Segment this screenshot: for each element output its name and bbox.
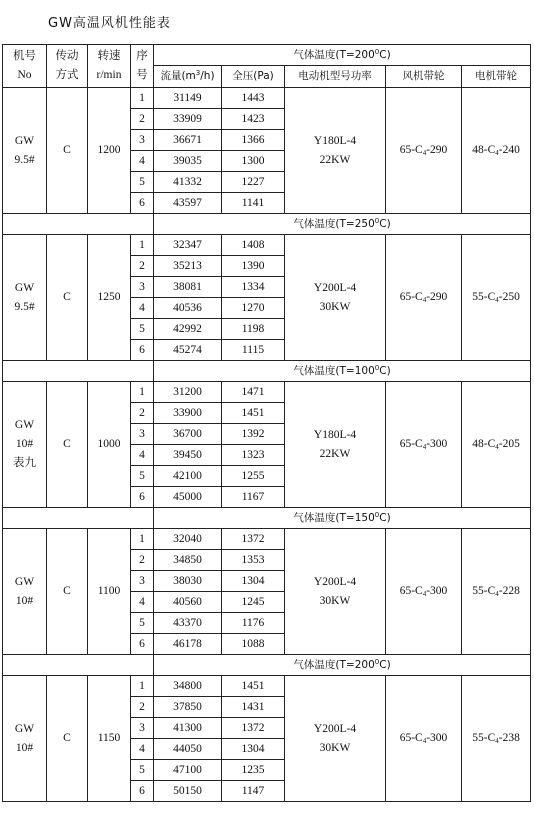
flow-cell: 40560 [154,592,222,613]
seq-cell: 3 [131,571,154,592]
gas-temperature-label: 气体温度$(T=150^0C)$ [154,508,531,529]
drive-cell: C [47,235,88,361]
seq-cell: 1 [131,676,154,697]
motor-pulley-cell: $48-C_4-240$ [462,88,531,214]
flow-cell: 50150 [154,781,222,802]
cell-line: 9.5# [14,300,35,313]
cell-line: 表九 [13,457,36,469]
table-row [3,382,531,403]
header-fan-pulley: 风机带轮 [386,66,462,88]
flow-cell: 41300 [154,718,222,739]
flow-cell: 38081 [154,277,222,298]
pressure-cell: 1270 [222,298,285,319]
seq-cell: 5 [131,613,154,634]
pressure-cell: 1392 [222,424,285,445]
header-model [3,45,47,88]
superscript: 0 [374,216,380,225]
pressure-cell: 1300 [222,151,285,172]
subscript: 4 [495,737,499,745]
seq-cell: 2 [131,109,154,130]
subscript: 4 [495,149,499,157]
subscript: 4 [422,149,427,157]
motor-pulley-cell: $55-C_4-228$ [462,529,531,655]
table-row [3,235,531,256]
seq-cell: 3 [131,130,154,151]
header-seq [131,45,154,88]
motor-cell [285,529,386,655]
pressure-cell: 1366 [222,130,285,151]
flow-cell: 33900 [154,403,222,424]
pressure-cell: 1323 [222,445,285,466]
cell-line: Y180L-4 [313,428,357,441]
pressure-cell: 1372 [222,529,285,550]
cell-line: 序 [136,50,148,62]
cell-line: 30KW [319,594,351,607]
flow-cell: 36671 [154,130,222,151]
cell-line: GW [14,281,35,294]
model-cell [3,676,47,802]
cell-line: 22KW [319,447,351,460]
cell-line: Y180L-4 [313,134,357,147]
subscript: 4 [422,737,427,745]
flow-cell: 38030 [154,571,222,592]
cell-line: r/min [96,69,122,81]
gas-temperature-label: 气体温度$(T=200^0C)$ [154,45,531,66]
pressure-cell: 1088 [222,634,285,655]
cell-line: 9.5# [14,153,35,166]
superscript: 0 [374,47,380,56]
blank-cell [3,508,154,529]
speed-cell: 1200 [88,88,131,214]
seq-cell: 2 [131,697,154,718]
flow-cell: 43370 [154,613,222,634]
document-title: GW高温风机性能表 [48,16,171,31]
pressure-cell: 1198 [222,319,285,340]
table-row [3,676,531,697]
model-cell [3,529,47,655]
temperature-row [3,361,531,382]
cell-line: 方式 [55,69,79,81]
pressure-cell: 1245 [222,592,285,613]
table-row [3,529,531,550]
flow-cell: 42992 [154,319,222,340]
subscript: 4 [495,296,499,304]
pressure-cell: 1176 [222,613,285,634]
cell-line: GW [14,419,35,431]
flow-cell: 46178 [154,634,222,655]
pressure-cell: 1115 [222,340,285,361]
drive-cell: C [47,382,88,508]
gas-temperature-label: 气体温度$(T=250^0C)$ [154,214,531,235]
pressure-cell: 1451 [222,403,285,424]
fan-pulley-cell: $65-C_4-300$ [386,529,462,655]
drive-cell: C [47,676,88,802]
seq-cell: 4 [131,739,154,760]
temperature-row [3,655,531,676]
header-pressure: 全压(Pa) [222,66,285,88]
drive-cell: C [47,88,88,214]
speed-cell: 1100 [88,529,131,655]
flow-cell: 33909 [154,109,222,130]
header-speed [88,45,131,88]
flow-cell: 39450 [154,445,222,466]
table-row [3,88,531,109]
seq-cell: 6 [131,634,154,655]
flow-cell: 40536 [154,298,222,319]
pressure-cell: 1443 [222,88,285,109]
pressure-cell: 1372 [222,718,285,739]
speed-cell: 1150 [88,676,131,802]
seq-cell: 2 [131,256,154,277]
flow-cell: 31149 [154,88,222,109]
seq-cell: 1 [131,382,154,403]
flow-cell: 34850 [154,550,222,571]
gas-temperature-label: 气体温度$(T=200^0C)$ [154,655,531,676]
seq-cell: 4 [131,592,154,613]
flow-cell: 35213 [154,256,222,277]
superscript: 0 [374,363,380,372]
cell-line: 传动 [55,50,79,62]
pressure-cell: 1451 [222,676,285,697]
header-flow: 流量$(m^3/h)$ [154,66,222,88]
flow-cell: 32040 [154,529,222,550]
seq-cell: 1 [131,529,154,550]
superscript: 3 [195,69,201,77]
pressure-cell: 1390 [222,256,285,277]
pressure-cell: 1147 [222,781,285,802]
motor-cell [285,88,386,214]
cell-line: 22KW [319,153,351,166]
pressure-cell: 1431 [222,697,285,718]
pressure-cell: 1141 [222,193,285,214]
blank-cell [3,214,154,235]
cell-line: GW [14,575,35,588]
seq-cell: 3 [131,277,154,298]
cell-line: 10# [15,594,34,607]
flow-cell: 45274 [154,340,222,361]
pressure-cell: 1353 [222,550,285,571]
blank-cell [3,361,154,382]
cell-line: 30KW [319,300,351,313]
motor-cell [285,382,386,508]
subscript: 4 [422,590,427,598]
fan-pulley-cell: $65-C_4-290$ [386,88,462,214]
header-row-top [3,45,531,66]
cell-line: 机号 [13,50,36,62]
motor-pulley-cell: $55-C_4-250$ [462,235,531,361]
pressure-cell: 1227 [222,172,285,193]
motor-pulley-cell: $55-C_4-238$ [462,676,531,802]
seq-cell: 1 [131,235,154,256]
header-motor: 电动机型号功率 [285,66,386,88]
fan-pulley-cell: $65-C_4-300$ [386,382,462,508]
cell-line: 转速 [97,50,121,62]
seq-cell: 5 [131,466,154,487]
cell-line: Y200L-4 [313,722,357,735]
seq-cell: 5 [131,760,154,781]
fan-pulley-cell: $65-C_4-290$ [386,235,462,361]
pressure-cell: 1255 [222,466,285,487]
subscript: 4 [422,443,427,451]
fan-pulley-cell: $65-C_4-300$ [386,676,462,802]
cell-line: 10# [15,438,34,450]
subscript: 4 [495,590,499,598]
superscript: 0 [374,510,380,519]
model-cell [3,235,47,361]
motor-cell [285,235,386,361]
pressure-cell: 1423 [222,109,285,130]
seq-cell: 6 [131,193,154,214]
flow-cell: 37850 [154,697,222,718]
header-motor-pulley: 电机带轮 [462,66,531,88]
flow-cell: 43597 [154,193,222,214]
seq-cell: 5 [131,319,154,340]
drive-cell: C [47,529,88,655]
pressure-cell: 1334 [222,277,285,298]
model-cell [3,88,47,214]
seq-cell: 3 [131,424,154,445]
flow-cell: 36700 [154,424,222,445]
model-cell [3,382,47,508]
seq-cell: 6 [131,781,154,802]
subscript: 4 [422,296,427,304]
pressure-cell: 1471 [222,382,285,403]
seq-cell: 3 [131,718,154,739]
flow-cell: 41332 [154,172,222,193]
seq-cell: 6 [131,340,154,361]
cell-line: No [17,69,32,81]
flow-cell: 34800 [154,676,222,697]
motor-cell [285,676,386,802]
cell-line: GW [14,134,35,147]
cell-line: 30KW [319,741,351,754]
blank-cell [3,655,154,676]
subscript: 4 [495,443,499,451]
table-body [3,45,531,802]
pressure-cell: 1167 [222,487,285,508]
flow-cell: 31200 [154,382,222,403]
header-drive [47,45,88,88]
seq-cell: 6 [131,487,154,508]
motor-pulley-cell: $48-C_4-205$ [462,382,531,508]
seq-cell: 5 [131,172,154,193]
fan-performance-table [2,44,531,802]
seq-cell: 2 [131,550,154,571]
flow-cell: 47100 [154,760,222,781]
gas-temperature-label: 气体温度$(T=100^0C)$ [154,361,531,382]
cell-line: GW [14,722,35,735]
pressure-cell: 1304 [222,571,285,592]
flow-cell: 39035 [154,151,222,172]
cell-line: Y200L-4 [313,281,357,294]
pressure-cell: 1235 [222,760,285,781]
flow-cell: 42100 [154,466,222,487]
speed-cell: 1250 [88,235,131,361]
temperature-row [3,508,531,529]
superscript: 0 [374,657,380,666]
flow-cell: 44050 [154,739,222,760]
cell-line: 10# [15,741,34,754]
pressure-cell: 1408 [222,235,285,256]
seq-cell: 4 [131,151,154,172]
seq-cell: 4 [131,445,154,466]
seq-cell: 1 [131,88,154,109]
flow-cell: 32347 [154,235,222,256]
pressure-cell: 1304 [222,739,285,760]
speed-cell: 1000 [88,382,131,508]
cell-line: Y200L-4 [313,575,357,588]
cell-line: 号 [136,69,148,81]
seq-cell: 4 [131,298,154,319]
temperature-row [3,214,531,235]
seq-cell: 2 [131,403,154,424]
flow-cell: 45000 [154,487,222,508]
